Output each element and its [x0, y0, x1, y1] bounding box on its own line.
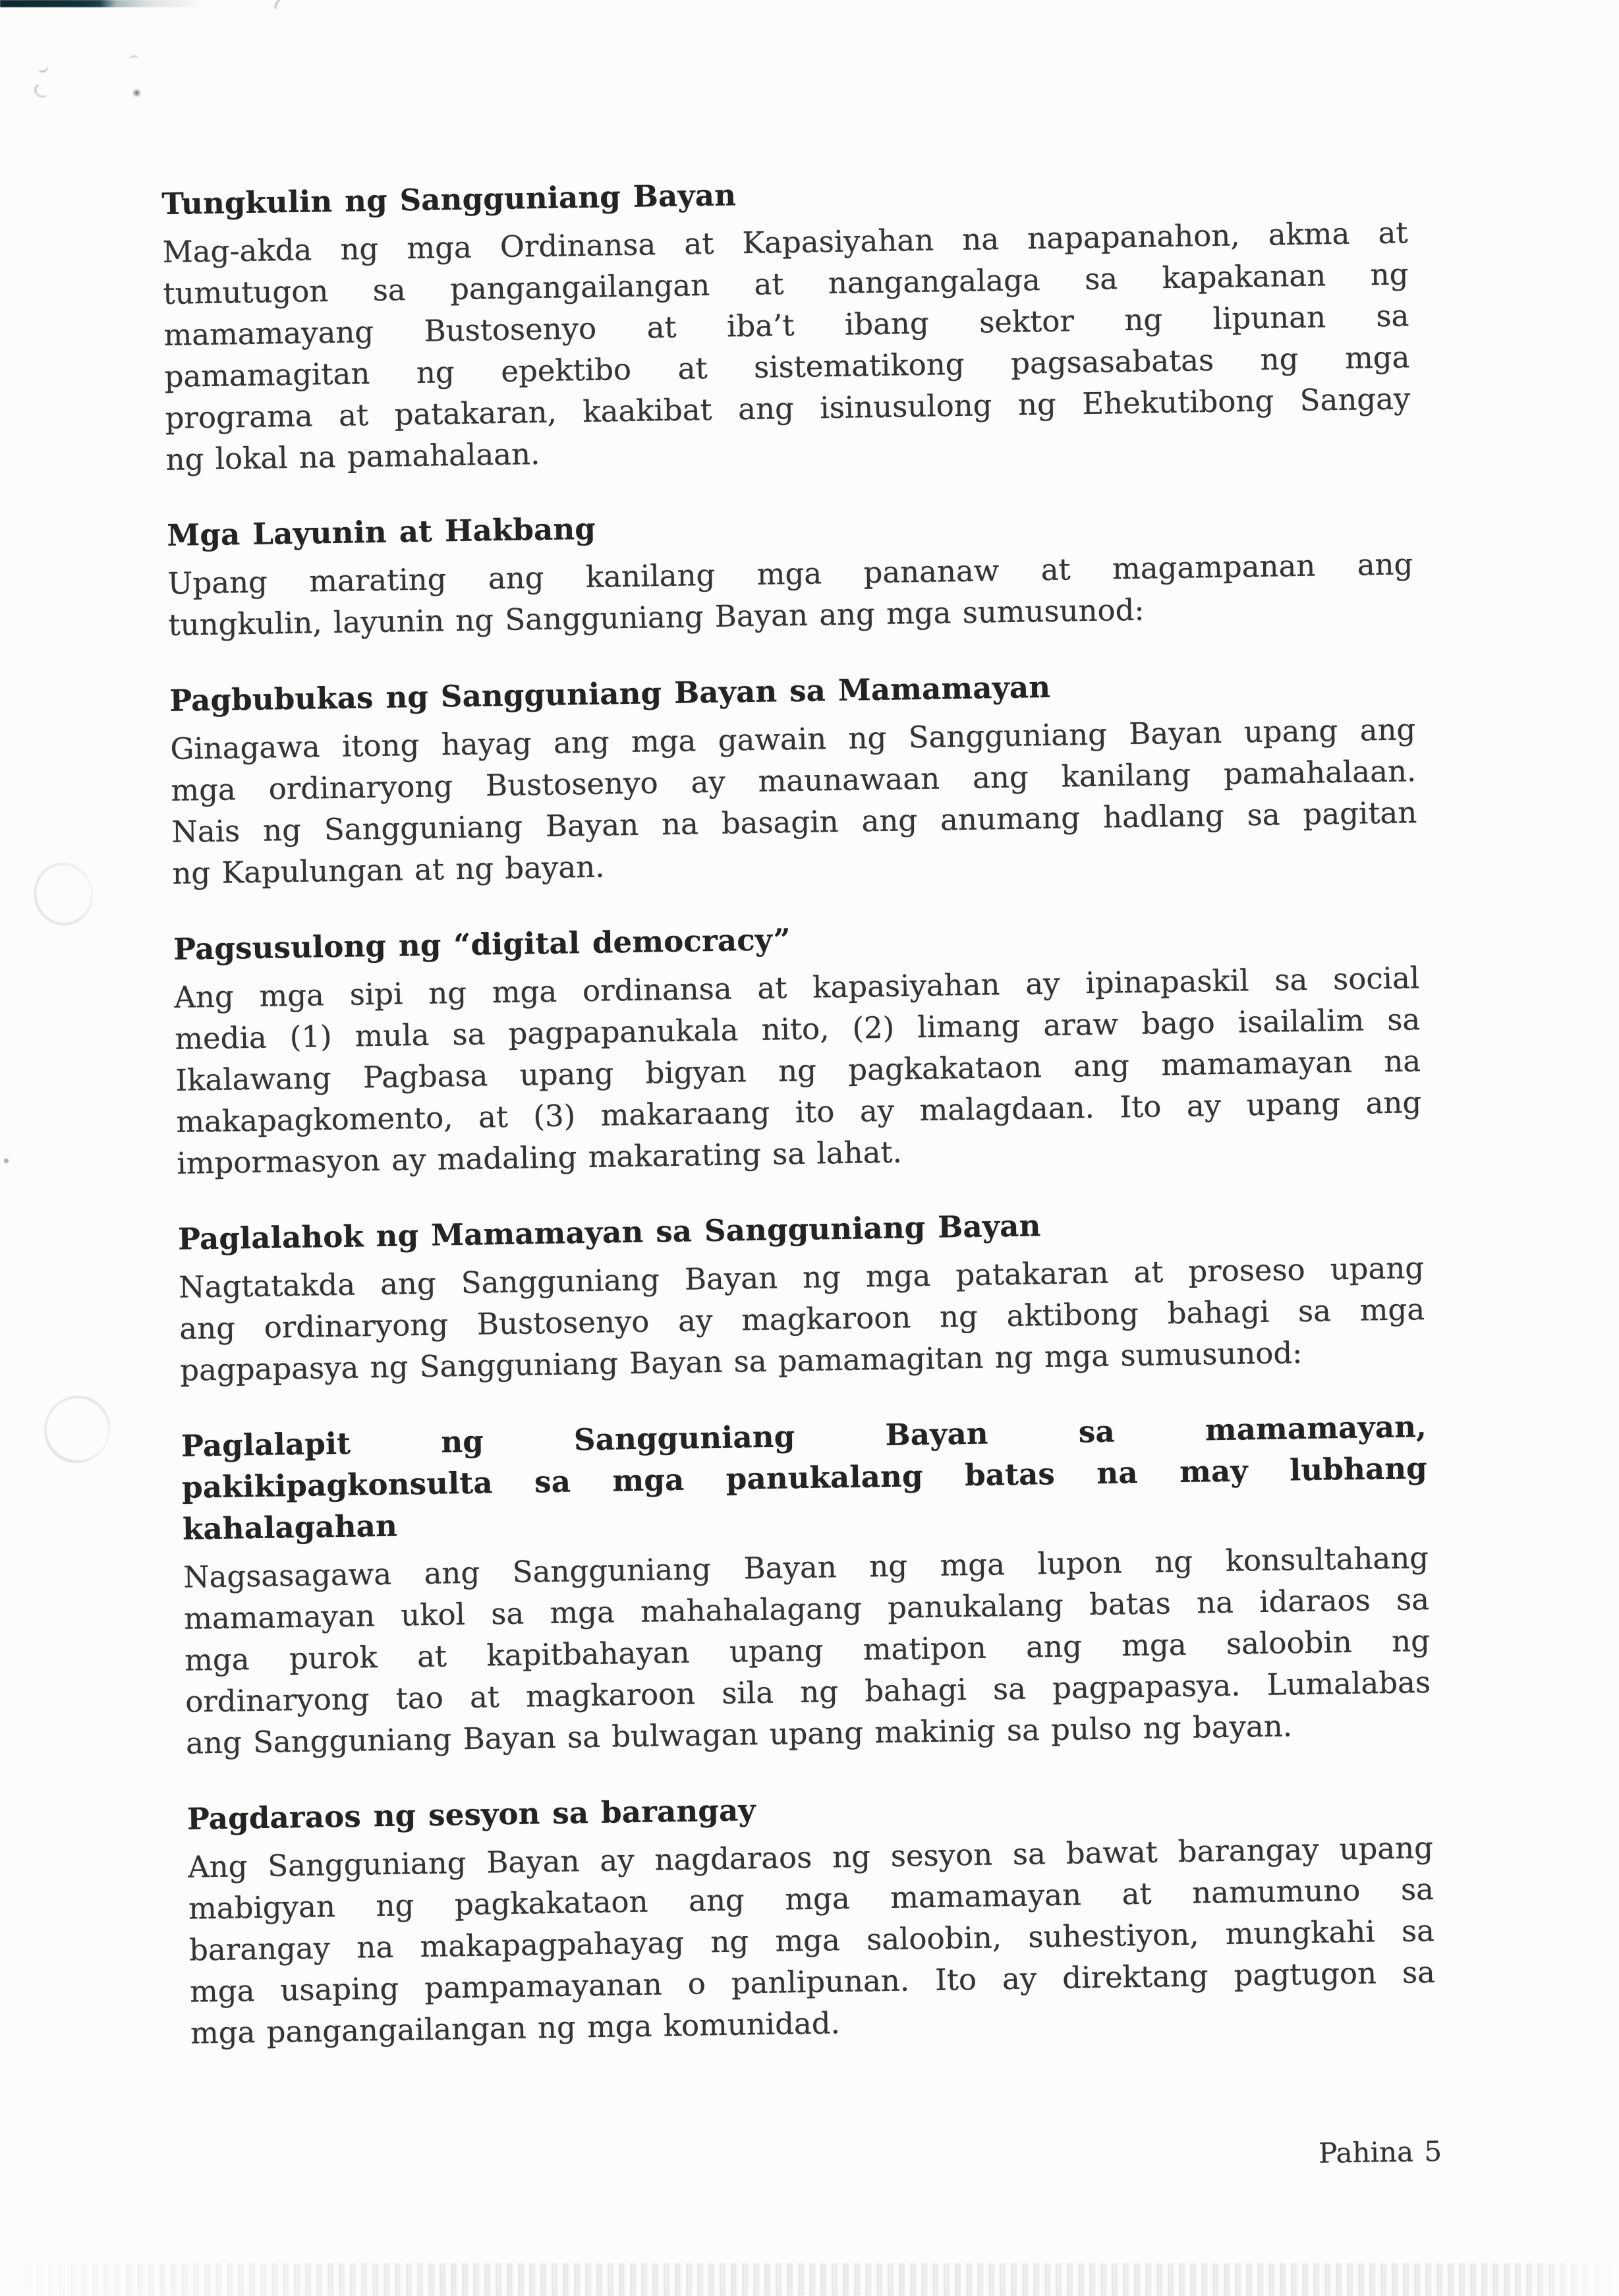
page-number: Pahina 5: [1318, 2135, 1442, 2169]
body-text-line: Ginagawa itong hayag ang mga gawain ng Sangguniang Bayan upang ang: [170, 712, 1416, 766]
body-text-line: tumutugon sa pangangailangan at nangangalaga sa kapakanan ng: [163, 256, 1409, 311]
heading-line: Paglalapit ng Sangguniang Bayan sa mamamayan,: [181, 1409, 1427, 1464]
ink-smudge: [132, 88, 141, 98]
body-text-line: Nais ng Sangguniang Bayan na basagin ang anumang hadlang sa pagitan: [171, 795, 1417, 849]
document-section: [167, 495, 1414, 646]
section-body: [167, 543, 1414, 646]
body-text-line: mga pangangailangan ng mga komunidad.: [190, 2005, 841, 2051]
body-text-line: media (1) mula sa pagpapanukala nito, (2) limang araw bago isailalim sa: [174, 1002, 1421, 1056]
punch-hole-mark: [34, 1385, 120, 1473]
document-section: [169, 660, 1418, 894]
scan-edge-artifact: [0, 0, 208, 7]
heading-line: kahalagahan: [182, 1508, 398, 1547]
section-body: [179, 1247, 1426, 1391]
heading-line: Pagsusulong ng “digital democracy”: [173, 922, 791, 967]
heading-line: Tungkulin ng Sangguniang Bayan: [161, 177, 737, 221]
document-section: [181, 1406, 1432, 1764]
heading-line: Paglalahok ng Mamamayan sa Sangguniang Bayan: [177, 1208, 1041, 1257]
scan-curl-artifact: [270, 0, 297, 20]
body-text-line: mabigyan ng pagkakataon ang mga mamamayan at namumuno sa: [188, 1871, 1434, 1926]
body-text-line: barangay na makapagpahayag ng mga saloobin, suhestiyon, mungkahi sa: [188, 1912, 1435, 1968]
body-text-line: ang ordinaryong Bustosenyo ay magkaroon ng aktibong bahagi sa mga: [179, 1292, 1425, 1346]
body-text-line: mamamayan ukol sa mga mahahalagang panukalang batas na idaraos sa: [183, 1582, 1430, 1636]
body-text-line: ng lokal na pamahalaan.: [165, 436, 540, 477]
section-body: [170, 708, 1418, 894]
document-content: [161, 163, 1442, 2232]
document-section: [161, 163, 1411, 480]
body-text-line: impormasyon ay madaling makarating sa lahat.: [176, 1134, 903, 1181]
section-body: [188, 1827, 1436, 2054]
scan-noise-artifact: [0, 2263, 1619, 2296]
body-text-line: Mag-akda ng mga Ordinansa at Kapasiyahan na napapanahon, akma at: [162, 215, 1408, 270]
body-text-line: mga ordinaryong Bustosenyo ay maunawaan ang kanilang pamahalaan.: [171, 753, 1417, 808]
body-text-line: Ikalawang Pagbasa upang bigyan ng pagkakataon ang mamamayan na: [175, 1043, 1421, 1098]
body-text-line: mga purok at kapitbahayan upang matipon ang mga saloobin ng: [184, 1623, 1431, 1678]
heading-line: pakikipagkonsulta sa mga panukalang batas na may lubhang: [181, 1450, 1428, 1505]
body-text-line: Ang mga sipi ng mga ordinansa at kapasiyahan ay ipinapaskil sa social: [173, 960, 1420, 1015]
body-text-line: ordinaryong tao at magkaroon sila ng bahagi sa pagpapasya. Lumalabas: [185, 1665, 1431, 1719]
ink-speck: [4, 1159, 9, 1163]
body-text-line: makapagkomento, at (3) makaraang ito ay malagdaan. Ito ay upang ang: [175, 1085, 1422, 1139]
document-section: [178, 1199, 1426, 1391]
body-text-line: programa at patakaran, kaakibat ang isinusulong ng Ehekutibong Sangay: [165, 381, 1411, 436]
ink-smudge: [129, 55, 138, 63]
body-text-line: pamamagitan ng epektibo at sistematikong pagsasabatas ng mga: [164, 339, 1410, 394]
body-text-line: Upang marating ang kanilang mga pananaw at magampanan ang: [167, 546, 1413, 601]
body-text-line: mamamayang Bustosenyo at iba’t ibang sektor ng lipunan sa: [163, 298, 1409, 353]
document-section: [186, 1779, 1436, 2054]
section-heading: [181, 1406, 1429, 1550]
ink-smudge: [36, 59, 50, 74]
body-text-line: tungkulin, layunin ng Sangguniang Bayan ang mga sumusunod:: [168, 592, 1145, 643]
section-body: [162, 212, 1411, 480]
body-text-line: Ang Sangguniang Bayan ay nagdaraos ng sesyon sa bawat barangay upang: [187, 1830, 1434, 1885]
body-text-line: Nagtatakda ang Sangguniang Bayan ng mga patakaran at proseso upang: [178, 1250, 1425, 1305]
heading-line: Mga Layunin at Hakbang: [166, 511, 596, 553]
punch-hole-mark: [28, 858, 98, 931]
ink-smudge: [33, 81, 52, 99]
section-body: [183, 1537, 1432, 1764]
heading-line: Pagdaraos ng sesyon sa barangay: [186, 1793, 756, 1837]
body-text-line: ang Sangguniang Bayan sa bulwagan upang makinig sa pulso ng bayan.: [185, 1708, 1293, 1761]
body-text-line: pagpapasya ng Sangguniang Bayan sa pamamagitan ng mga sumusunod:: [179, 1335, 1303, 1388]
body-text-line: ng Kapulungan at ng bayan.: [172, 849, 605, 891]
document-sections: [161, 163, 1436, 2053]
body-text-line: Nagsasagawa ang Sangguniang Bayan ng mga lupon ng konsultahang: [183, 1540, 1429, 1595]
section-body: [174, 957, 1423, 1184]
heading-line: Pagbubukas ng Sangguniang Bayan sa Mamamayan: [169, 669, 1051, 718]
body-text-line: mga usaping pampamayanan o panlipunan. Ito ay direktang pagtugon sa: [189, 1954, 1436, 2009]
document-section: [173, 909, 1423, 1184]
